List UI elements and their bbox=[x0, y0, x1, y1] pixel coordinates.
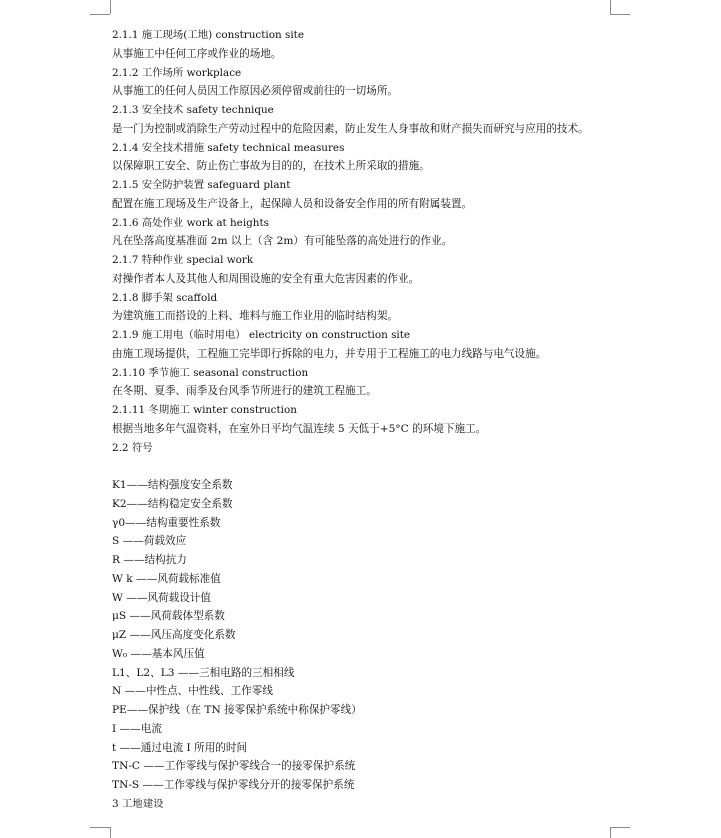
term-heading: 2.1.11 冬期施工 winter construction bbox=[112, 404, 297, 416]
term-heading: 2.1.9 施工用电（临时用电） electricity on construction site bbox=[112, 329, 411, 341]
crop-mark-top-right-v bbox=[610, 0, 611, 14]
term-definition: 由施工现场提供，工程施工完毕即行拆除的电力，并专用于工程施工的电力线路与电气设施。 bbox=[112, 347, 547, 360]
term-definition: 凡在坠落高度基准面 2m 以上（含 2m）有可能坠落的高处进行的作业。 bbox=[112, 235, 453, 248]
symbol-entry: N ——中性点、中性线、工作零线 bbox=[112, 685, 273, 698]
term-heading: 2.1.8 脚手架 scaffold bbox=[112, 291, 218, 304]
symbol-entry: μZ ——风压高度变化系数 bbox=[112, 629, 236, 641]
crop-mark-top-left-h bbox=[90, 14, 110, 15]
term-definition: 是一门为控制或消除生产劳动过程中的危险因素，防止发生人身事故和财产损失而研究与应用的技术。 bbox=[112, 122, 589, 135]
symbol-entry: R ——结构抗力 bbox=[112, 554, 187, 566]
term-heading: 2.1.6 高处作业 work at heights bbox=[112, 216, 270, 229]
symbol-entry: L1、L2、L3 ——三相电路的三相相线 bbox=[112, 666, 295, 679]
symbol-entry: W₀ ——基本风压值 bbox=[112, 647, 205, 660]
symbol-entry: t ——通过电流 I 所用的时间 bbox=[112, 741, 248, 754]
term-definition: 根据当地多年气温资料，在室外日平均气温连续 5 天低于+5°C 的环境下施工。 bbox=[112, 422, 487, 435]
crop-mark-top-left-v bbox=[110, 0, 111, 14]
term-heading: 2.1.3 安全技术 safety technique bbox=[112, 104, 274, 116]
term-definition: 在冬期、夏季、雨季及台风季节所进行的建筑工程施工。 bbox=[112, 385, 377, 398]
term-definition: 为建筑施工而搭设的上料、堆料与施工作业用的临时结构架。 bbox=[112, 310, 399, 323]
term-heading: 2.1.2 工作场所 workplace bbox=[112, 66, 242, 79]
crop-mark-bottom-right-v bbox=[610, 827, 611, 838]
term-heading: 2.1.5 安全防护装置 safeguard plant bbox=[112, 179, 291, 191]
crop-mark-top-right-h bbox=[610, 14, 630, 15]
symbol-entry: K2——结构稳定安全系数 bbox=[112, 497, 233, 510]
symbol-entry: W ——风荷载设计值 bbox=[112, 591, 212, 604]
symbol-entry: K1——结构强度安全系数 bbox=[112, 479, 233, 491]
symbols-section-heading: 2.2 符号 bbox=[112, 441, 153, 454]
term-definition: 对操作者本人及其他人和周围设施的安全有重大危害因素的作业。 bbox=[112, 272, 420, 285]
term-definition: 从事施工的任何人员因工作原因必须停留或前往的一切场所。 bbox=[112, 85, 399, 98]
section-heading-site-construction: 3 工地建设 bbox=[112, 797, 164, 810]
term-heading: 2.1.10 季节施工 seasonal construction bbox=[112, 366, 309, 379]
symbol-entry: I ——电流 bbox=[112, 722, 162, 735]
term-heading: 2.1.7 特种作业 special work bbox=[112, 254, 254, 266]
term-definition: 从事施工中任何工序或作业的场地。 bbox=[112, 47, 282, 60]
symbol-entry: γ0——结构重要性系数 bbox=[112, 516, 221, 529]
symbol-entry: TN-S ——工作零线与保护零线分开的接零保护系统 bbox=[112, 779, 355, 791]
term-heading: 2.1.4 安全技术措施 safety technical measures bbox=[112, 141, 345, 154]
symbol-entry: S ——荷载效应 bbox=[112, 535, 187, 548]
term-definition: 以保障职工安全、防止伤亡事故为目的的，在技术上所采取的措施。 bbox=[112, 160, 430, 173]
document-body bbox=[112, 26, 712, 814]
symbol-entry: TN-C ——工作零线与保护零线合一的接零保护系统 bbox=[112, 760, 356, 773]
crop-mark-bottom-left-v bbox=[110, 827, 111, 838]
symbol-entry: PE——保护线（在 TN 接零保护系统中称保护零线） bbox=[112, 704, 362, 716]
term-heading: 2.1.1 施工现场(工地) construction site bbox=[112, 29, 304, 41]
blank-line bbox=[112, 457, 712, 476]
crop-mark-bottom-right-h bbox=[610, 827, 630, 828]
crop-mark-bottom-left-h bbox=[90, 827, 110, 828]
symbol-entry: W k ——风荷载标准值 bbox=[112, 572, 221, 585]
term-definition: 配置在施工现场及生产设备上，起保障人员和设备安全作用的所有附属装置。 bbox=[112, 197, 473, 210]
symbol-entry: μS ——风荷载体型系数 bbox=[112, 610, 225, 623]
